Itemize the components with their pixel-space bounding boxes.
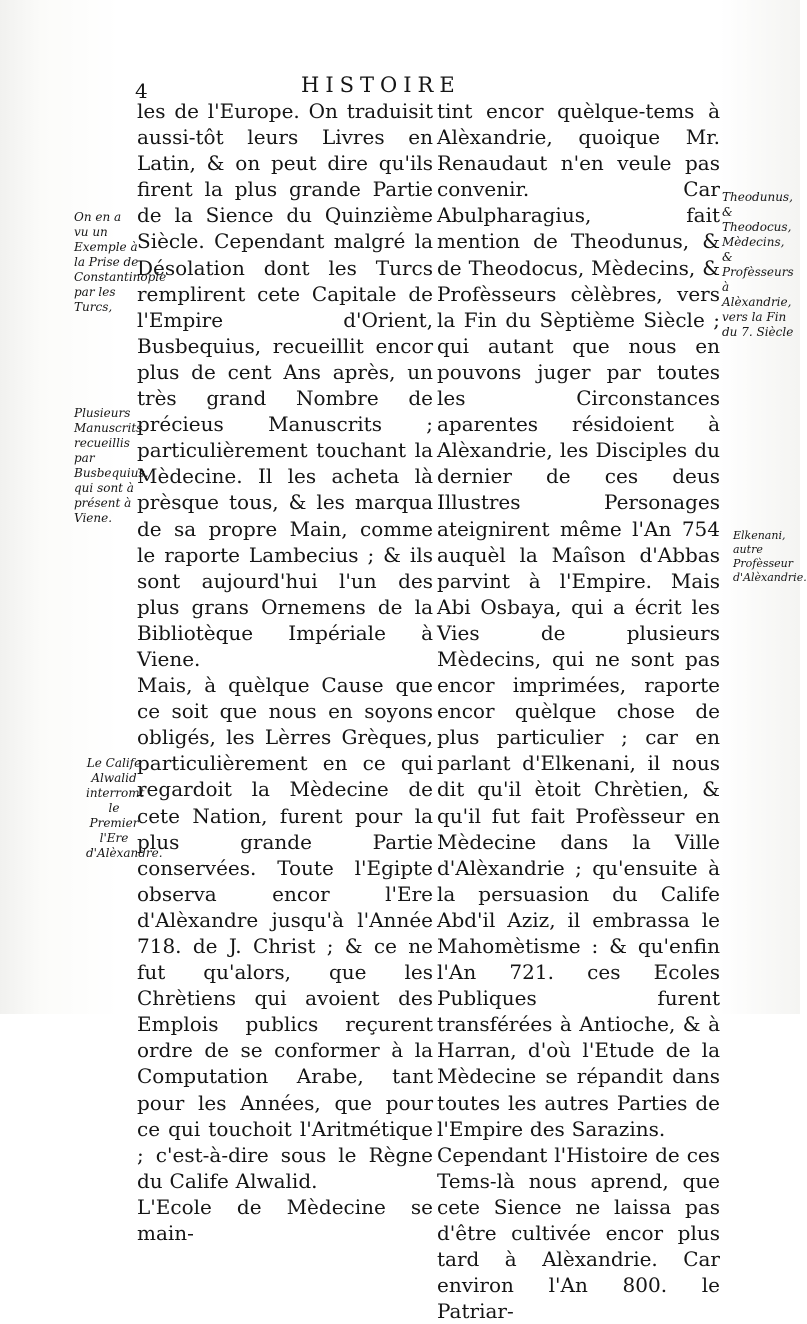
left-column-paragraph: Mais, à quèlque Cause que ce soit que nous en soyons obligés, les Lèrres Grèques, particulièrement en ce qui regardoit la Mèdecine de cete Nation, furent pour la plus grande Partie conservées. Toute l'Egipte observa encor l'Ere d'Alèxandre jusqu'à l'Année 718. de J. Christ ; & ce ne fut qu'alors, que les Chrètiens qui avoient des Emplois publics reçurent ordre de se conformer à la Computation Arabe, tant pour les Années, que pour ce qui touchoit l'Aritmétique ; c'est-à-dire sous le Règne du Calife Alwalid. — [137, 673, 433, 1193]
left-column-paragraph: les de l'Europe. On traduisit aussi-tôt leurs Livres en Latin, & on peut dire qu'ils firent la plus grande Partie de la Sience du Quinzième Siècle. Cependant malgré la Désolation dont les Turcs remplirent cete Capitale de l'Empire d'Orient, Busbequius, recueillit encor plus de cent Ans après, un très grand Nombre de précieus Manuscrits ; particulièrement touchant la Mèdecine. Il les acheta là prèsque tous, & les marqua de sa propre Main, comme le raporte Lambecius ; & ils sont aujourd'hui l'un des plus grans Ornemens de la Bibliotèque Impériale à Viene. — [137, 99, 433, 671]
margin-note: Elkenani, autre Profèsseur d'Alèxandrie. — [733, 529, 807, 584]
margin-note: Plusieurs Manuscrits recueillis par Busbequius, qui sont à présent à Viene. — [74, 406, 149, 525]
page-number: 4 — [135, 79, 148, 103]
running-title: HISTOIRE — [301, 73, 461, 97]
margin-note: On en a vu un Exemple à la Prise de Constantinople par les Turcs, — [74, 210, 167, 314]
left-column-paragraph: L'Ecole de Mèdecine se main- — [137, 1194, 433, 1246]
margin-note: Theodunus, & Theodocus, Mèdecins, & Profèsseurs à Alèxandrie, vers la Fin du 7. Siècle — [722, 190, 794, 339]
left-text-column — [137, 98, 433, 1246]
right-text-column — [437, 98, 720, 1324]
margin-note: Le Calife Alwalid interromt le Premier l'Ere d'Alèxandre. — [86, 756, 163, 860]
right-column-paragraph: Cependant l'Histoire de ces Tems-là nous aprend, que cete Sience ne laissa pas d'être cultivée encor plus tard à Alèxandrie. Car environ l'An 800. le Patriar- — [437, 1142, 720, 1324]
right-column-paragraph: tint encor quèlque-tems à Alèxandrie, quoique Mr. Renaudaut n'en veule pas convenir. Car Abulpharagius, fait mention de Theodunus, & de Theodocus, Mèdecins, & Profèsseurs cèlèbres, vers la Fin du Sèptième Siècle ; qui autant que nous en pouvons juger par toutes les Circonstances aparentes résidoient à Alèxandrie, les Disciples du dernier de ces deus Illustres Personages ateignirent même l'An 754 auquèl la Maîson d'Abbas parvint à l'Empire. Mais Abi Osbaya, qui a écrit les Vies de plusieurs Mèdecins, qui ne sont pas encor imprimées, raporte encor quèlque chose de plus particulier ; car en parlant d'Elkenani, il nous dit qu'il ètoit Chrètien, & qu'il fut fait Profèsseur en Mèdecine dans la Ville d'Alèxandrie ; qu'ensuite à la persuasion du Calife Abd'il Aziz, il embrassa le Mahomètisme : & qu'enfin l'An 721. ces Ecoles Publiques furent transférées à Antioche, & à Harran, d'où l'Etude de la Mèdecine se répandit dans toutes les autres Parties de l'Empire des Sarazins. — [437, 99, 720, 1141]
